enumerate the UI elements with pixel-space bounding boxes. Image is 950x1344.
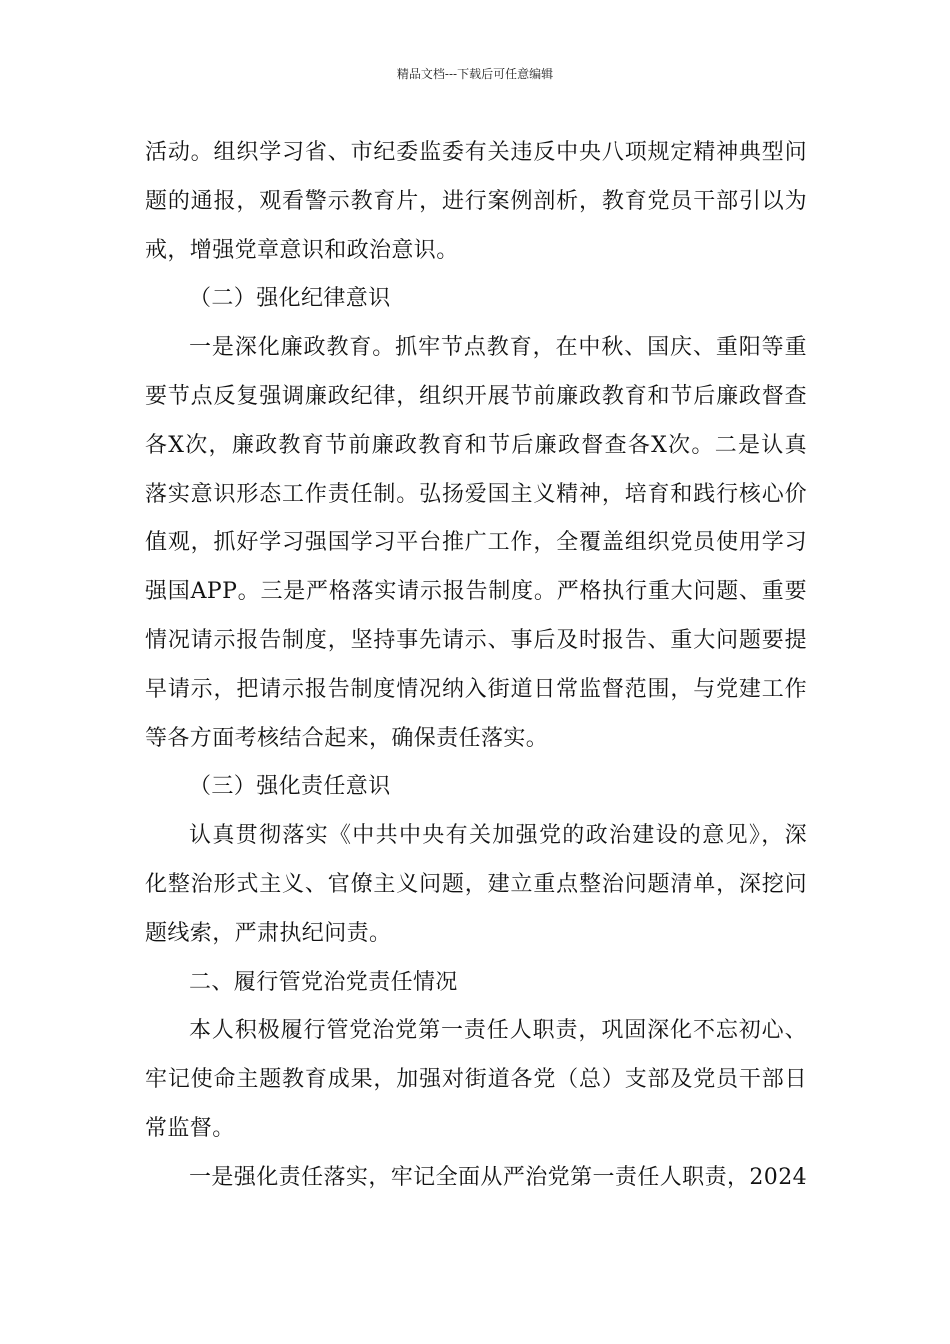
text-line: 要节点反复强调廉政纪律，组织开展节前廉政教育和节后廉政督查 [145, 383, 807, 409]
text-line: 戒，增强党章意识和政治意识。 [145, 237, 459, 263]
text-line: 等各方面考核结合起来，确保责任落实。 [145, 725, 549, 751]
text-line: 本人积极履行管党治党第一责任人职责，巩固深化不忘初心、 [189, 1018, 807, 1044]
text-line: 常监督。 [145, 1115, 235, 1141]
text-line: 早请示，把请示报告制度情况纳入街道日常监督范围，与党建工作 [145, 676, 807, 702]
text-line: 各X次，廉政教育节前廉政教育和节后廉政督查各X次。二是认真 [145, 432, 807, 458]
text-line: 化整治形式主义、官僚主义问题，建立重点整治问题清单，深挖问 [145, 871, 807, 897]
text-line: 题线索，严肃执纪问责。 [145, 920, 392, 946]
section-heading: （二）强化纪律意识 [189, 286, 391, 312]
text-line: 一是强化责任落实，牢记全面从严治党第一责任人职责，2024 [189, 1164, 807, 1190]
text-line: 认真贯彻落实《中共中央有关加强党的政治建设的意见》，深 [189, 823, 807, 849]
section-heading: （三）强化责任意识 [189, 774, 391, 800]
text-line: 强国APP。三是严格落实请示报告制度。严格执行重大问题、重要 [145, 579, 807, 605]
section-heading: 二、履行管党治党责任情况 [189, 969, 458, 995]
text-line: 落实意识形态工作责任制。弘扬爱国主义精神，培育和践行核心价 [145, 481, 807, 507]
text-line: 活动。组织学习省、市纪委监委有关违反中央八项规定精神典型问 [145, 140, 807, 165]
text-line: 牢记使命主题教育成果，加强对街道各党（总）支部及党员干部日 [145, 1067, 807, 1093]
text-line: 题的通报，观看警示教育片，进行案例剖析，教育党员干部引以为 [145, 188, 807, 214]
document-body [145, 129, 807, 1203]
text-line: 值观，抓好学习强国学习平台推广工作，全覆盖组织党员使用学习 [145, 530, 807, 556]
text-line: 一是深化廉政教育。抓牢节点教育，在中秋、国庆、重阳等重 [189, 335, 807, 361]
text-line: 情况请示报告制度，坚持事先请示、事后及时报告、重大问题要提 [145, 627, 807, 653]
page-header: 精品文档---下载后可任意编辑 [396, 67, 554, 81]
